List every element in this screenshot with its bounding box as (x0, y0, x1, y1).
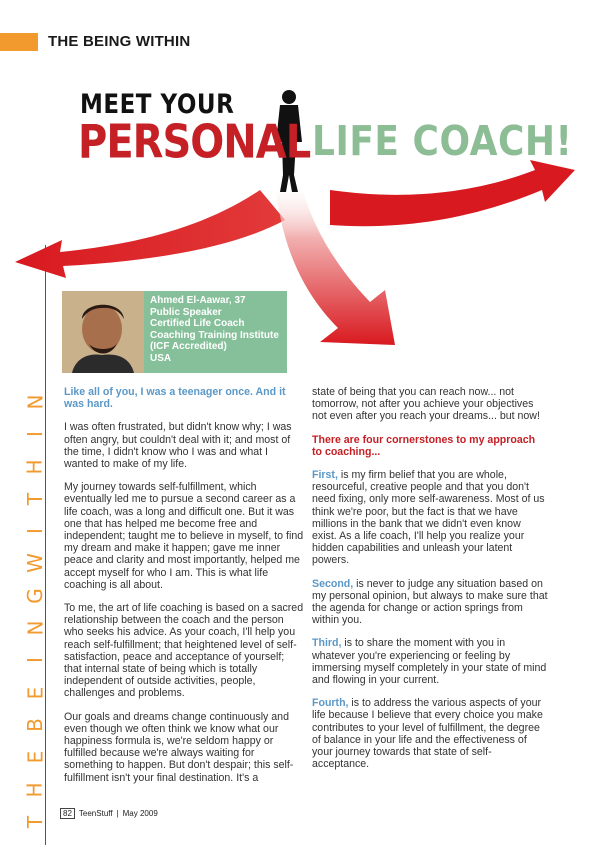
author-photo (62, 291, 144, 373)
cornerstone-fourth: Fourth, is to address the various aspects of your life because I believe that every choice you make contributes to your level of fulfillment, the degree of balance in your life and the effectiveness of your journey towards that state of self-acceptance. (312, 697, 543, 771)
paragraph: state of being that you can reach now... not tomorrow, not after you achieve your objectives not even after you reach your dreams... but now! (312, 386, 540, 423)
author-certification: Certified Life Coach (150, 318, 245, 329)
section-title: THE BEING WITHIN (48, 33, 191, 50)
left-arrow (15, 190, 285, 278)
author-institute: Coaching Training Institute (150, 329, 279, 341)
footer-separator: | (116, 809, 119, 818)
vertical-section-label: N I H T I W G N I E B E H T (22, 394, 47, 828)
cornerstone-second: Second, is never to judge any situation based on my personal opinion, but always to make sure that the agenda for change or action springs from within you. (312, 577, 548, 627)
right-arrow (330, 160, 575, 226)
author-country: USA (150, 352, 172, 364)
lead-paragraph: Like all of you, I was a teenager once. And it was hard. (64, 386, 286, 411)
left-column (64, 386, 304, 795)
author-name: Ahmed El-Aawar, 37 (150, 295, 246, 306)
paragraph: I was often frustrated, but didn't know why; I was often angry, but couldn't deal with it; and most of the time, I didn't know who I was and what I wanted to make of my life. (64, 421, 292, 471)
cornerstone-first: First, is my firm belief that you are whole, resourceful, creative people and that you don't need fixing, only more self-awareness. Most of us think we're poor, but the fact is that we have millions in the bank that we didn't even know exist. As a life coach, I'll help you realize your hidden capabilities and unleash your latent powers. (312, 469, 545, 567)
author-role: Public Speaker (150, 306, 222, 318)
right-column (312, 386, 548, 781)
headline-line-1: MEET YOUR (80, 90, 235, 120)
author-bio-box (144, 291, 287, 373)
headline-line-2: PERSONAL (78, 116, 311, 169)
paragraph: Our goals and dreams change continuously and even though we often think we know what our happiness formula is, we're seldom happy or fulfilled because we're always waiting for something to happen. But don't despair; this self-fulfillment isn't your final destination. It's a (64, 710, 294, 784)
cornerstone-third: Third, is to share the moment with you in whatever you're experiencing or feeling by immersing myself completely in your state of mind and flowing in your current. (312, 637, 547, 687)
page-footer (60, 808, 158, 819)
headline-line-3: LIFE COACH! (312, 118, 573, 166)
section-color-bar (0, 33, 38, 51)
cornerstones-heading: There are four cornerstones to my approach to coaching... (312, 433, 536, 458)
magazine-name: TeenStuff (78, 809, 113, 818)
author-accreditation: (ICF Accredited) (150, 341, 227, 352)
page-number: 82 (60, 808, 75, 819)
paragraph: To me, the art of life coaching is based on a sacred relationship between the coach and the person who seeks his advice. As your coach, I'll help you reach self-fulfillment; that heightened level of self-satisfaction, peace and acceptance of yourself; that internal state of being which is totally independent of outside activities, people, challenges and problems. (64, 602, 304, 700)
paragraph: My journey towards self-fulfillment, which eventually led me to pursue a second career as a life coach, was a long and difficult one. But it was one that has helped me become free and independent; taught me to believe in myself, to find my dream and make it happen; gave me inner peace and clarity and most importantly, helped me accept myself for who I am. This is what life coaching is all about. (64, 481, 304, 591)
issue-date: May 2009 (122, 809, 158, 818)
